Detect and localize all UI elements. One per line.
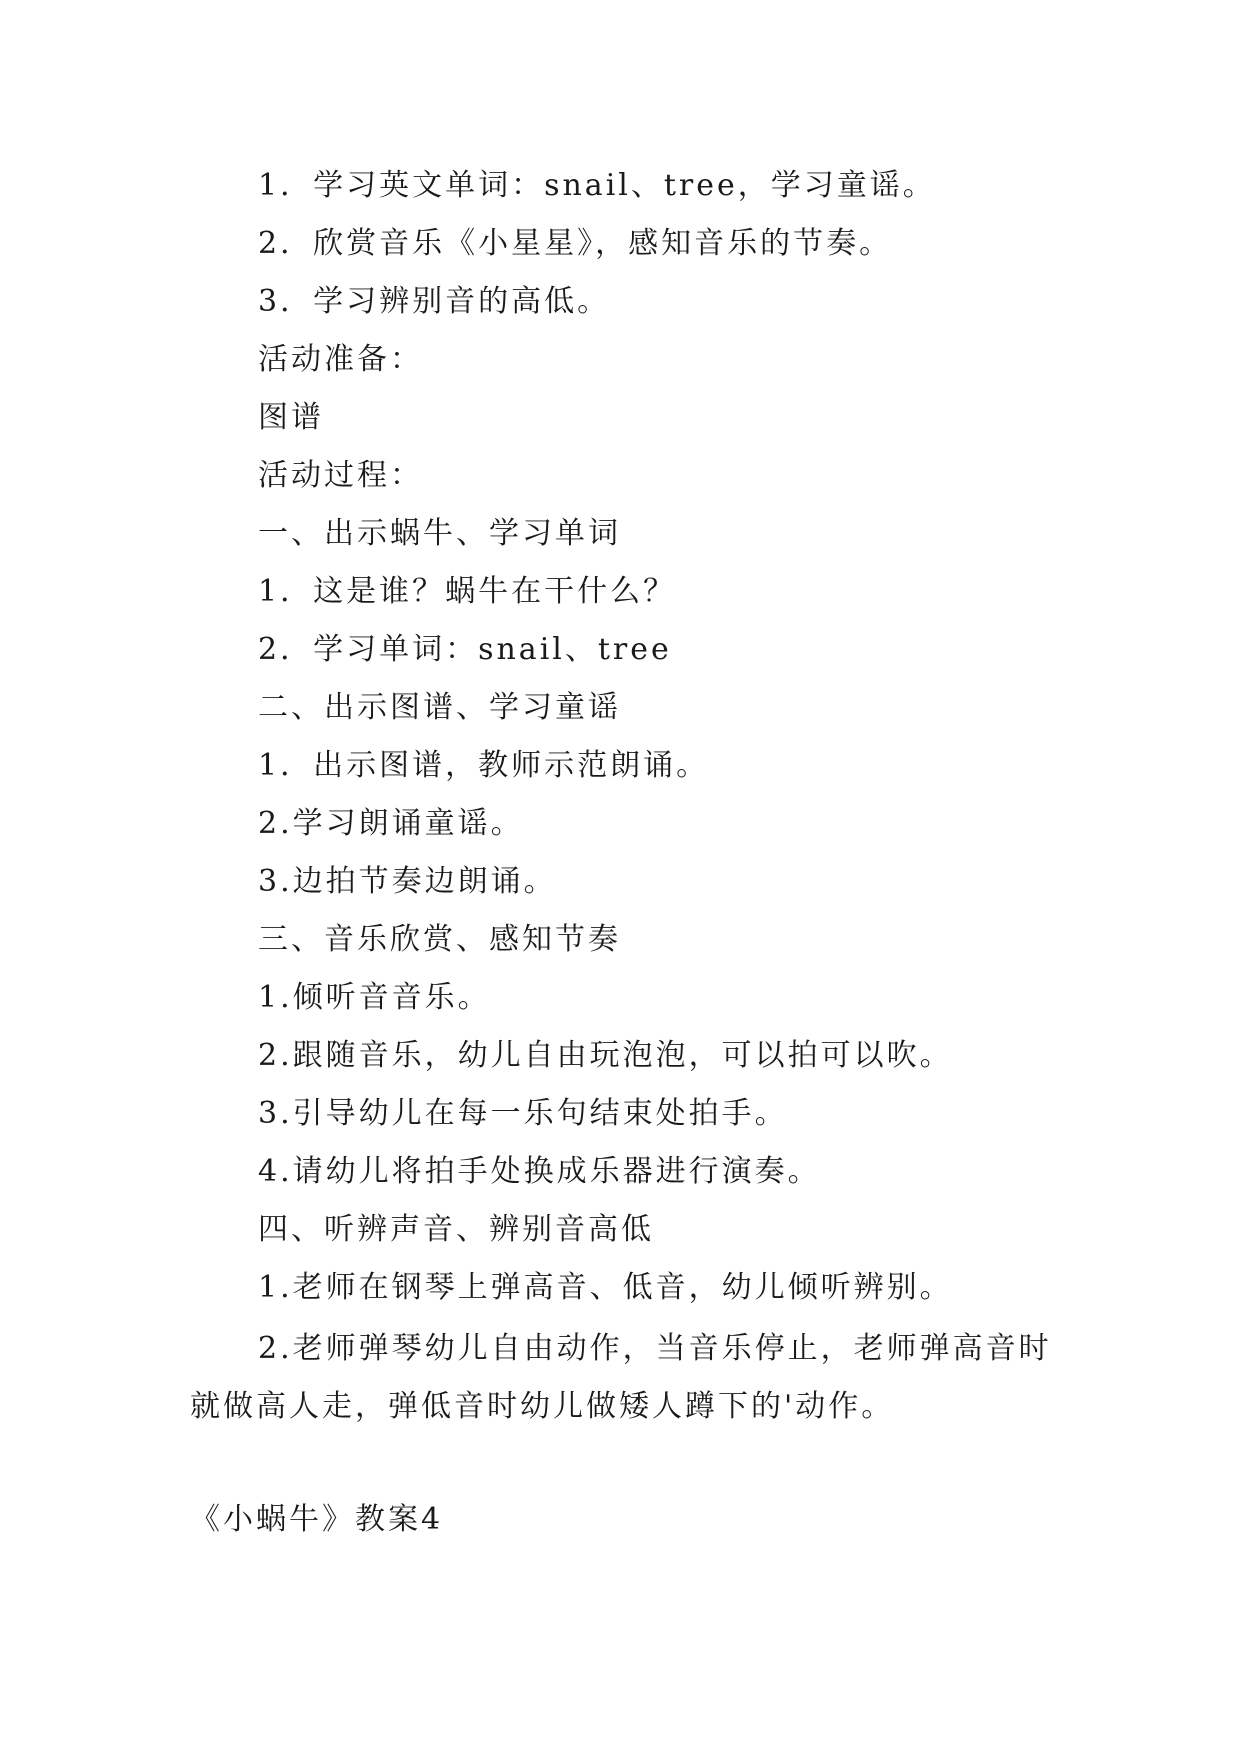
- next-lesson-title: 《小蜗牛》教案4: [190, 1502, 444, 1537]
- objective-2: 2．欣赏音乐《小星星》，感知音乐的节奏。: [258, 226, 893, 261]
- objective-3: 3．学习辨别音的高低。: [258, 284, 611, 319]
- section-4-step-1: 1.老师在钢琴上弹高音、低音，幼儿倾听辨别。: [258, 1270, 953, 1305]
- section-2-step-1: 1．出示图谱，教师示范朗诵。: [258, 748, 710, 783]
- section-3-step-4: 4.请幼儿将拍手处换成乐器进行演奏。: [258, 1154, 821, 1189]
- objective-1: 1．学习英文单词：snail、tree，学习童谣。: [258, 168, 936, 203]
- section-1-heading: 一、出示蜗牛、学习单词: [258, 516, 621, 551]
- section-4-heading: 四、听辨声音、辨别音高低: [258, 1212, 654, 1247]
- section-3-step-3: 3.引导幼儿在每一乐句结束处拍手。: [258, 1096, 788, 1131]
- section-3-heading: 三、音乐欣赏、感知节奏: [258, 922, 621, 957]
- preparation-heading: 活动准备：: [258, 342, 423, 377]
- section-3-step-1: 1.倾听音音乐。: [258, 980, 491, 1015]
- section-2-step-3: 3.边拍节奏边朗诵。: [258, 864, 557, 899]
- section-3-step-2: 2.跟随音乐，幼儿自由玩泡泡，可以拍可以吹。: [258, 1038, 953, 1073]
- preparation-item: 图谱: [258, 400, 324, 435]
- section-1-step-2: 2．学习单词：snail、tree: [258, 632, 672, 667]
- section-2-heading: 二、出示图谱、学习童谣: [258, 690, 621, 725]
- section-2-step-2: 2.学习朗诵童谣。: [258, 806, 524, 841]
- section-1-step-1: 1．这是谁？蜗牛在干什么？: [258, 574, 677, 609]
- process-heading: 活动过程：: [258, 458, 423, 493]
- section-4-step-2: 2.老师弹琴幼儿自由动作，当音乐停止，老师弹高音时就做高人走，弹低音时幼儿做矮人蹲下的'动作。: [190, 1331, 1052, 1424]
